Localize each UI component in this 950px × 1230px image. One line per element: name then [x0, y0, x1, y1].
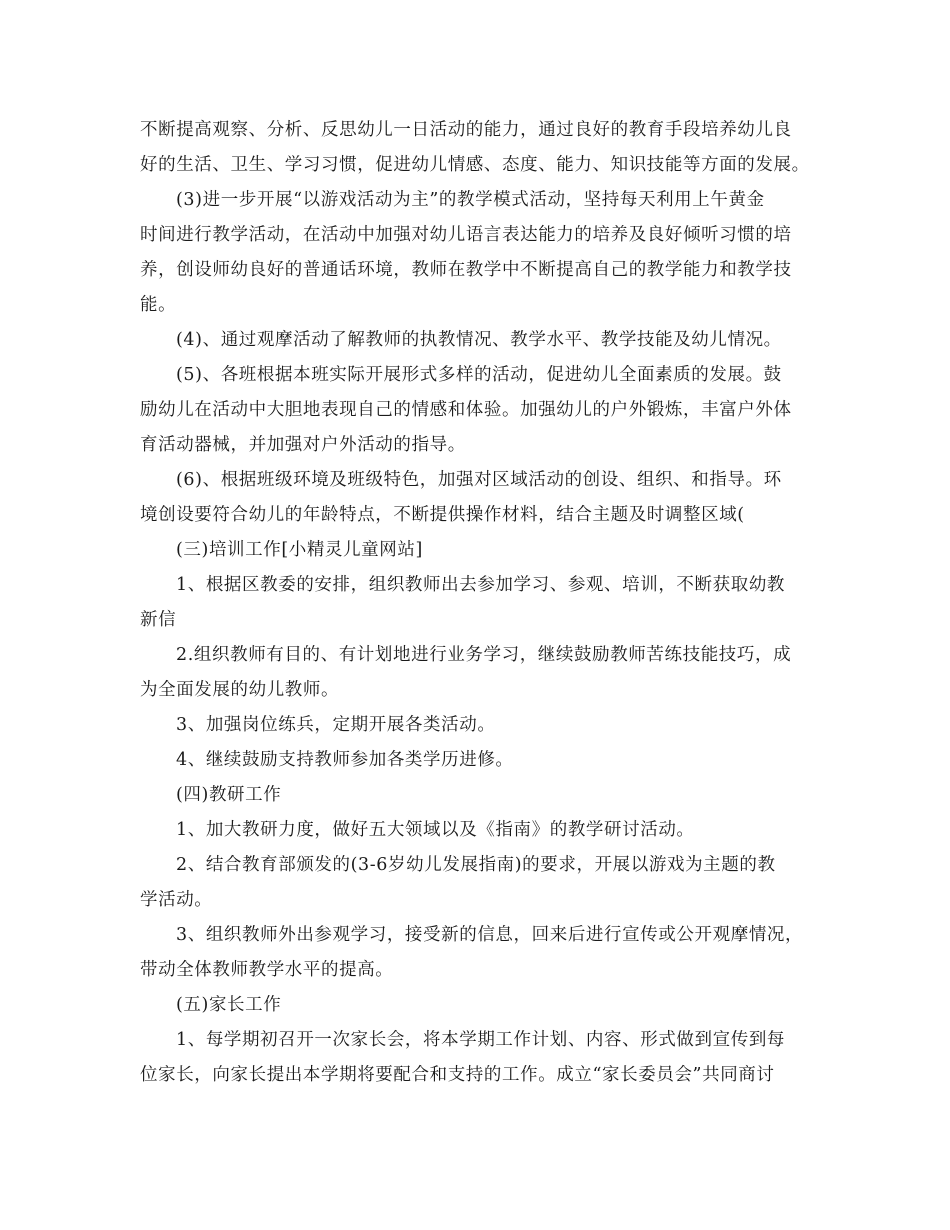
text-line: 2、结合教育部颁发的(3-6岁幼儿发展指南)的要求，开展以游戏为主题的教: [176, 855, 776, 875]
text-line: 4、继续鼓励支持教师参加各类学历进修。: [176, 750, 514, 770]
text-line: 1、根据区教委的安排，组织教师出去参加学习、参观、培训，不断获取幼教: [176, 575, 786, 595]
text-line: 养，创设师幼良好的普通话环境，教师在教学中不断提高自己的教学能力和教学技: [140, 260, 792, 280]
text-line: 励幼儿在活动中大胆地表现自己的情感和体验。加强幼儿的户外锻炼，丰富户外体: [140, 400, 792, 420]
text-line: 境创设要符合幼儿的年龄特点，不断提供操作材料，结合主题及时调整区域(: [140, 505, 745, 525]
text-line: 2.组织教师有目的、有计划地进行业务学习，继续鼓励教师苦练技能技巧，成: [176, 645, 792, 665]
text-line: 带动全体教师教学水平的提高。: [140, 960, 394, 980]
text-line: 位家长，向家长提出本学期将要配合和支持的工作。成立“家长委员会”共同商讨: [140, 1065, 775, 1085]
section-heading: (五)家长工作: [176, 995, 282, 1015]
text-line: 好的生活、卫生、学习习惯，促进幼儿情感、态度、能力、知识技能等方面的发展。: [140, 155, 810, 175]
text-line: (6)、根据班级环境及班级特色，加强对区域活动的创设、组织、和指导。环: [176, 470, 782, 490]
text-line: 3、加强岗位练兵，定期开展各类活动。: [176, 715, 496, 735]
text-line: 育活动器械，并加强对户外活动的指导。: [140, 435, 466, 455]
text-line: (5)、各班根据本班实际开展形式多样的活动，促进幼儿全面素质的发展。鼓: [176, 365, 782, 385]
text-line: (3)进一步开展“以游戏活动为主”的教学模式活动，坚持每天利用上午黄金: [176, 190, 765, 210]
text-line: 不断提高观察、分析、反思幼儿一日活动的能力，通过良好的教育手段培养幼儿良: [140, 120, 792, 140]
text-line: 3、组织教师外出参观学习，接受新的信息，回来后进行宣传或公开观摩情况，: [176, 925, 804, 945]
text-line: (4)、通过观摩活动了解教师的执教情况、教学水平、教学技能及幼儿情况。: [176, 330, 782, 350]
text-line: 时间进行教学活动，在活动中加强对幼儿语言表达能力的培养及良好倾听习惯的培: [140, 225, 792, 245]
document-body: [140, 113, 820, 1093]
section-heading: (三)培训工作[小精灵儿童网站]: [176, 540, 423, 560]
text-line: 1、加大教研力度，做好五大领域以及《指南》的教学研讨活动。: [176, 820, 695, 840]
text-line: 为全面发展的幼儿教师。: [140, 680, 340, 700]
section-heading: (四)教研工作: [176, 785, 282, 805]
text-line: 能。: [140, 295, 177, 315]
text-line: 学活动。: [140, 890, 213, 910]
text-line: 新信: [140, 610, 177, 630]
text-line: 1、每学期初召开一次家长会，将本学期工作计划、内容、形式做到宣传到每: [176, 1030, 786, 1050]
